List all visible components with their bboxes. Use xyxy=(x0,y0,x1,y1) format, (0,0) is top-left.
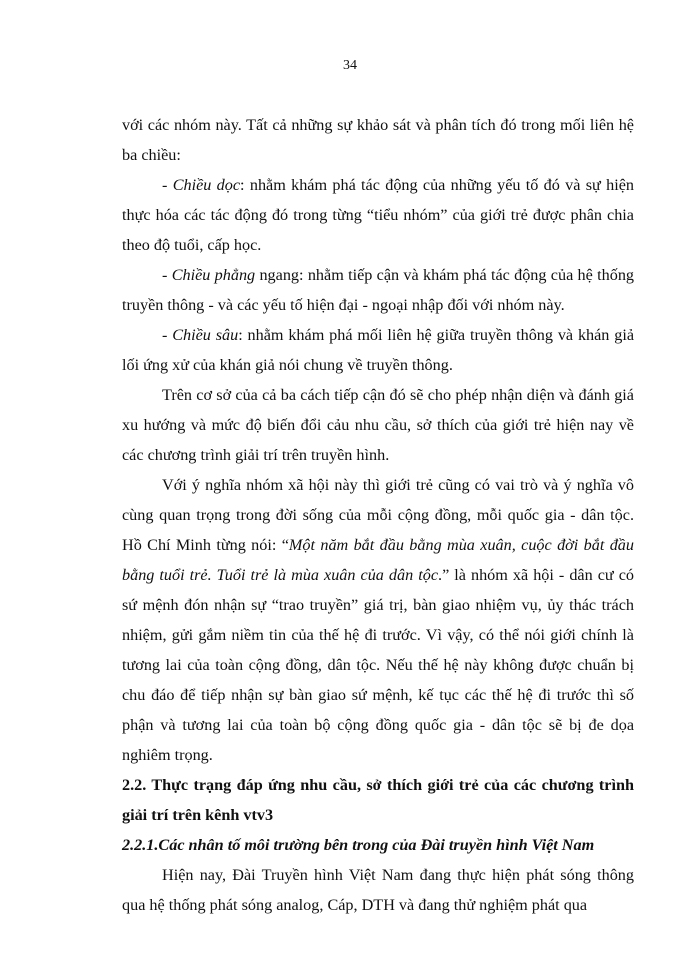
text-horizontal: ngang: nhằm tiếp cận và khám phá tác động của hệ thống truyền thông - và các yếu tố hiện đại - ngoại nhập đối với nhóm này. xyxy=(122,266,635,314)
paragraph-youth-role xyxy=(122,470,634,770)
ho-chi-minh-quote: Một năm bắt đầu bằng mùa xuân, cuộc đời bắt đầu bằng tuổi trẻ. Tuổi trẻ là mùa xuân của dân tộc xyxy=(122,536,634,584)
dash: - xyxy=(162,266,172,284)
paragraph-vertical-dimension xyxy=(122,170,634,260)
paragraph-vtv-broadcast: Hiện nay, Đài Truyền hình Việt Nam đang thực hiện phát sóng thông qua hệ thống phát sóng analog, Cáp, DTH và đang thử nghiệm phát qua xyxy=(122,866,634,914)
paragraph-approach: Trên cơ sở của cả ba cách tiếp cận đó sẽ cho phép nhận diện và đánh giá xu hướng và mức độ biến đổi cảu nhu cầu, sở thích của giới trẻ hiện nay về các chương trình giải trí trên truyền hình. xyxy=(122,386,634,464)
paragraph-horizontal-dimension xyxy=(122,260,634,320)
text-vertical: : nhằm khám phá tác động của những yếu tố đó và sự hiện thực hóa các tác động đó trong từng “tiểu nhóm” của giới trẻ được phân chia theo độ tuổi, cấp học. xyxy=(122,176,634,254)
dash: - xyxy=(162,176,173,194)
heading-2-2-1: 2.2.1.Các nhân tố môi trường bên trong của Đài truyền hình Việt Nam xyxy=(122,836,595,854)
paragraph-intro: với các nhóm này. Tất cả những sự khảo sát và phân tích đó trong mối liên hệ ba chiều: xyxy=(122,116,634,164)
page-number: 34 xyxy=(343,58,357,73)
text-after-quote: .” là nhóm xã hội - dân cư có sứ mệnh đón nhận sự “trao truyền” giá trị, bàn giao nhiệm vụ, ủy thác trách nhiệm, gửi gắm niềm tin của thế hệ đi trước. Vì vậy, có thể nói giới chính là tương lai của toàn cộng đồng, dân tộc. Nếu thế hệ này không được chuẩn bị chu đáo để tiếp nhận sự bàn giao sứ mệnh, kế tục các thế hệ đi trước thì số phận và tương lai của toàn bộ cộng đồng quốc gia - dân tộc sẽ bị đe dọa nghiêm trọng. xyxy=(122,566,634,764)
label-horizontal: Chiều phẳng xyxy=(171,266,256,284)
label-vertical: Chiều dọc xyxy=(172,176,241,194)
heading-2-2: 2.2. Thực trạng đáp ứng nhu cầu, sở thích giới trẻ của các chương trình giải trí trên kênh vtv3 xyxy=(122,776,634,824)
paragraph-depth-dimension xyxy=(122,320,634,380)
label-depth: Chiều sâu xyxy=(172,326,239,344)
text-before-quote: Với ý nghĩa nhóm xã hội này thì giới trẻ cũng có vai trò và ý nghĩa vô cùng quan trọng trong đời sống của mỗi cộng đồng, mỗi quốc gia - dân tộc. Hồ Chí Minh từng nói: “ xyxy=(122,476,634,554)
dash: - xyxy=(162,326,173,344)
text-depth: : nhằm khám phá mối liên hệ giữa truyền thông và khán giả lối ứng xử của khán giả nói chung về truyền thông. xyxy=(122,326,635,374)
document-body xyxy=(122,110,634,920)
